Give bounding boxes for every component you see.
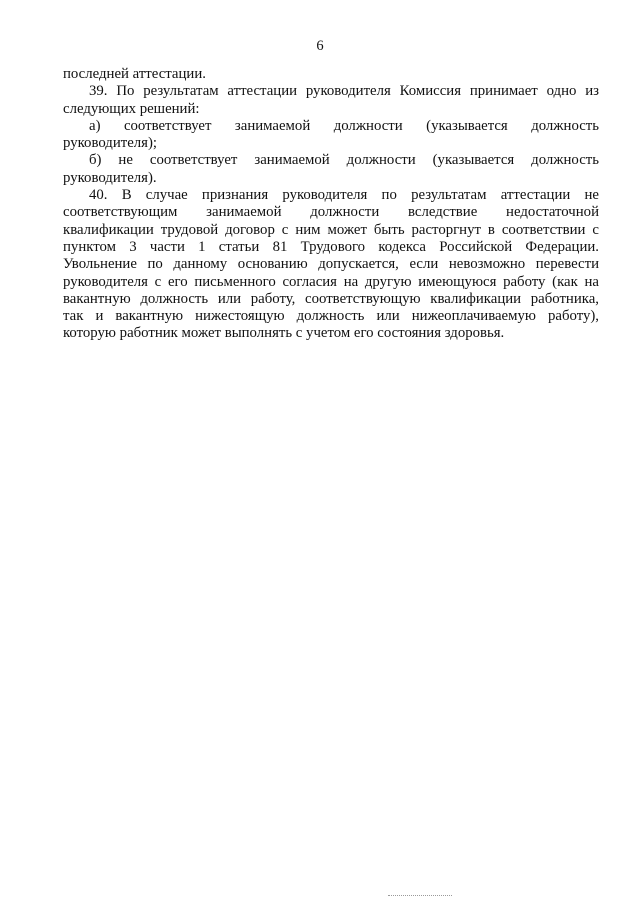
option-b-line: руководителя). <box>63 169 157 186</box>
paragraph-40-line: вакантную должность или работу, соответствующую квалификации работника, <box>63 290 599 307</box>
paragraph-40-line: соответствующим занимаемой должности вследствие недостаточной <box>63 204 599 221</box>
document-body <box>63 66 599 343</box>
option-b-line: б) не соответствует занимаемой должности (указывается должность <box>89 152 599 169</box>
page-number: 6 <box>316 38 324 54</box>
option-a-line: руководителя); <box>63 135 158 152</box>
text-line: последней аттестации. <box>63 66 206 82</box>
paragraph-40-line: 40. В случае признания руководителя по результатам аттестации не <box>89 187 599 204</box>
scan-artifact <box>388 895 452 897</box>
paragraph-40-line: пунктом 3 части 1 статьи 81 Трудового кодекса Российской Федерации. <box>63 238 599 255</box>
paragraph-40-line: Увольнение по данному основанию допускается, если невозможно перевести <box>63 256 599 273</box>
paragraph-40-line: которую работник может выполнять с учетом его состояния здоровья. <box>63 325 505 342</box>
paragraph-39-line: 39. По результатам аттестации руководителя Комиссия принимает одно из <box>89 83 599 100</box>
paragraph-40-line: так и вакантную нижестоящую должность или нижеоплачиваемую работу), <box>63 308 599 325</box>
paragraph-40-line: квалификации трудовой договор с ним может быть расторгнут в соответствии с <box>63 221 599 238</box>
option-a-line: а) соответствует занимаемой должности (указывается должность <box>89 117 599 134</box>
paragraph-40-line: руководителя с его письменного согласия на другую имеющуюся работу (как на <box>63 273 599 290</box>
paragraph-39-line: следующих решений: <box>63 100 200 117</box>
